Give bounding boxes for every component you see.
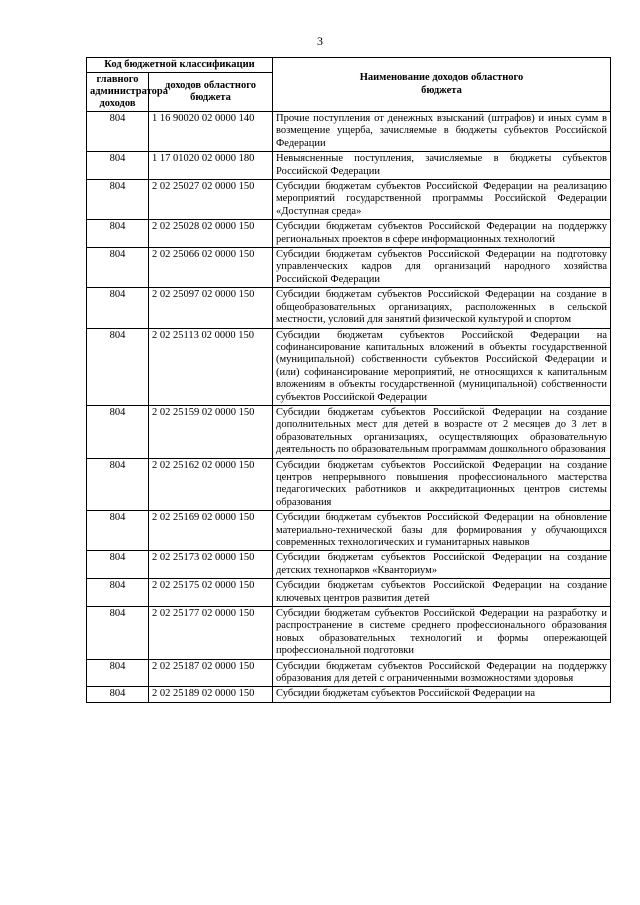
administrator-code-cell: 804: [87, 248, 149, 288]
income-name-cell: Субсидии бюджетам субъектов Российской Федерации на создание дополнительных мест для детей в возрасте от 2 месяцев до 3 лет в образовательных организациях, осуществляющих образовательную деятельность по образовательным программам дошкольного образования: [273, 405, 611, 458]
income-name-cell: Субсидии бюджетам субъектов Российской Федерации на поддержку образования для детей с ограниченными возможностями здоровья: [273, 659, 611, 687]
budget-code-cell: 2 02 25113 02 0000 150: [149, 328, 273, 405]
table-row: [87, 220, 611, 248]
administrator-code-cell: 804: [87, 659, 149, 687]
table-row: [87, 288, 611, 328]
budget-code-cell: 2 02 25189 02 0000 150: [149, 687, 273, 702]
table-row: [87, 248, 611, 288]
table-row: [87, 458, 611, 511]
income-name-cell: Субсидии бюджетам субъектов Российской Федерации на софинансирование капитальных вложений в объекты государственной (муниципальной) собственности субъектов Российской Федерации и (или) софинансирование мероприятий, не относящихся к капитальным вложениям в объекты государственной (муниципальной) собственности субъектов Российской Федерации: [273, 328, 611, 405]
table-row: [87, 579, 611, 607]
table-row: [87, 511, 611, 551]
administrator-code-cell: 804: [87, 112, 149, 152]
income-name-cell: Субсидии бюджетам субъектов Российской Федерации на создание в общеобразовательных организациях, расположенных в сельской местности, условий для занятий физической культурой и спортом: [273, 288, 611, 328]
table-row: [87, 328, 611, 405]
table-row: [87, 152, 611, 180]
table-row: [87, 180, 611, 220]
budget-code-cell: 1 17 01020 02 0000 180: [149, 152, 273, 180]
header-regional-income: [149, 73, 273, 112]
table-row: [87, 687, 611, 702]
header-income-name: [273, 58, 611, 112]
administrator-code-cell: 804: [87, 551, 149, 579]
administrator-code-cell: 804: [87, 288, 149, 328]
table-row: [87, 551, 611, 579]
income-name-cell: Субсидии бюджетам субъектов Российской Федерации на разработку и распространение в системе среднего профессионального образования новых образовательных технологий и формы опережающей профессиональной подготовки: [273, 607, 611, 660]
income-name-cell: Субсидии бюджетам субъектов Российской Федерации на: [273, 687, 611, 702]
budget-code-cell: 2 02 25159 02 0000 150: [149, 405, 273, 458]
income-name-cell: Субсидии бюджетам субъектов Российской Федерации на создание центров непрерывного повышения профессионального мастерства педагогических работников и аккредитационных центров системы образования: [273, 458, 611, 511]
administrator-code-cell: 804: [87, 152, 149, 180]
income-name-cell: Субсидии бюджетам субъектов Российской Федерации на реализацию мероприятий государственной программы Российской Федерации «Доступная среда»: [273, 180, 611, 220]
administrator-code-cell: 804: [87, 328, 149, 405]
header-budget-classification-code: Код бюджетной классификации: [87, 58, 273, 73]
budget-code-cell: 2 02 25173 02 0000 150: [149, 551, 273, 579]
table-row: [87, 112, 611, 152]
table-row: [87, 405, 611, 458]
budget-code-cell: 2 02 25175 02 0000 150: [149, 579, 273, 607]
administrator-code-cell: 804: [87, 607, 149, 660]
budget-code-cell: 2 02 25027 02 0000 150: [149, 180, 273, 220]
budget-code-cell: 2 02 25066 02 0000 150: [149, 248, 273, 288]
income-name-cell: Субсидии бюджетам субъектов Российской Федерации на создание детских технопарков «Кванториум»: [273, 551, 611, 579]
budget-code-cell: 2 02 25177 02 0000 150: [149, 607, 273, 660]
budget-code-cell: 2 02 25097 02 0000 150: [149, 288, 273, 328]
table-row: [87, 659, 611, 687]
header-chief-administrator: главного администратора доходов: [87, 73, 149, 112]
income-name-cell: Субсидии бюджетам субъектов Российской Федерации на подготовку управленческих кадров для организаций народного хозяйства Российской Федерации: [273, 248, 611, 288]
header-regional-income-text: доходов областного бюджета: [165, 80, 256, 103]
budget-classification-table: [86, 57, 611, 703]
table-header: [87, 58, 611, 112]
administrator-code-cell: 804: [87, 579, 149, 607]
budget-code-cell: 1 16 90020 02 0000 140: [149, 112, 273, 152]
income-name-cell: Прочие поступления от денежных взысканий (штрафов) и иных сумм в возмещение ущерба, зачисляемые в бюджеты субъектов Российской Федерации: [273, 112, 611, 152]
table-row: [87, 607, 611, 660]
administrator-code-cell: 804: [87, 405, 149, 458]
budget-code-cell: 2 02 25162 02 0000 150: [149, 458, 273, 511]
administrator-code-cell: 804: [87, 511, 149, 551]
header-income-name-text: Наименование доходов областного бюджета: [359, 72, 524, 96]
income-name-cell: Субсидии бюджетам субъектов Российской Федерации на обновление материально-технической базы для формирования у обучающихся современных технологических и гуманитарных навыков: [273, 511, 611, 551]
administrator-code-cell: 804: [87, 180, 149, 220]
income-name-cell: Невыясненные поступления, зачисляемые в бюджеты субъектов Российской Федерации: [273, 152, 611, 180]
administrator-code-cell: 804: [87, 687, 149, 702]
budget-code-cell: 2 02 25028 02 0000 150: [149, 220, 273, 248]
income-name-cell: Субсидии бюджетам субъектов Российской Федерации на создание ключевых центров развития детей: [273, 579, 611, 607]
table-body: [87, 112, 611, 703]
administrator-code-cell: 804: [87, 220, 149, 248]
budget-code-cell: 2 02 25169 02 0000 150: [149, 511, 273, 551]
administrator-code-cell: 804: [87, 458, 149, 511]
budget-code-cell: 2 02 25187 02 0000 150: [149, 659, 273, 687]
income-name-cell: Субсидии бюджетам субъектов Российской Федерации на поддержку региональных проектов в сфере информационных технологий: [273, 220, 611, 248]
page-number: 3: [317, 34, 323, 48]
